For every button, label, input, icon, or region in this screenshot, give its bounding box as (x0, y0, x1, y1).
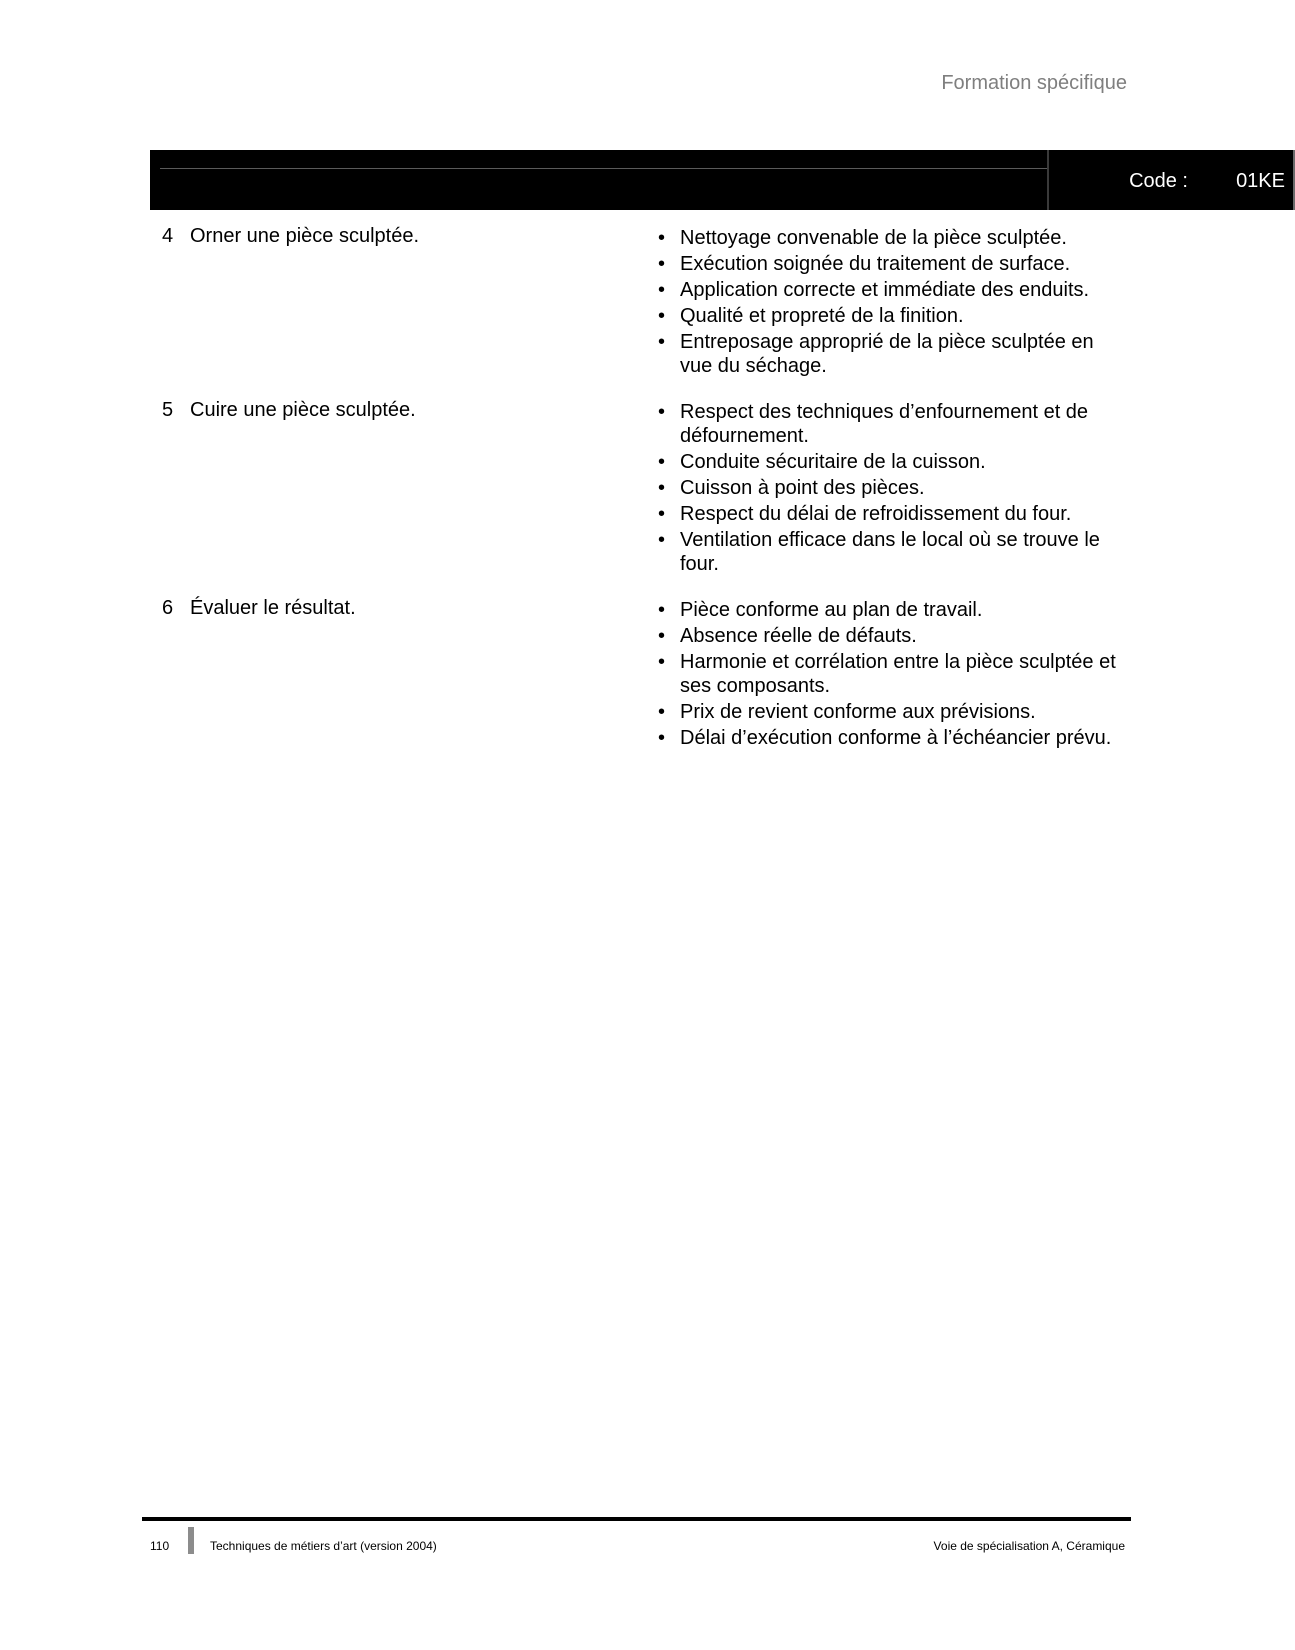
criteria-list (650, 224, 1120, 378)
footer-separator (188, 1527, 194, 1554)
list-item: • Ventilation efficace dans le local où se trouve le four. (650, 528, 1120, 576)
specialisation-label: Voie de spécialisation A, Céramique (933, 1539, 1125, 1553)
element-number: 6 (162, 597, 174, 619)
competency-table (150, 224, 1295, 770)
code-label: Code : (1129, 170, 1188, 192)
list-item: • Qualité et propreté de la finition. (650, 304, 1120, 328)
page-footer (142, 1527, 1131, 1557)
element-title: Évaluer le résultat. (190, 597, 356, 619)
code-value: 01KE (1236, 170, 1285, 192)
footer-rule (142, 1517, 1131, 1521)
list-item: • Cuisson à point des pièces. (650, 476, 1120, 500)
list-item: • Nettoyage convenable de la pièce sculptée. (650, 226, 1120, 250)
document-title: Techniques de métiers d’art (version 2004) (210, 1539, 437, 1553)
list-item: • Conduite sécuritaire de la cuisson. (650, 450, 1120, 474)
page-number: 110 (150, 1539, 170, 1553)
element-cell (150, 398, 650, 576)
element-number: 4 (162, 225, 174, 247)
table-row (150, 224, 1295, 378)
list-item: • Exécution soignée du traitement de surface. (650, 252, 1120, 276)
list-item: • Respect du délai de refroidissement du four. (650, 502, 1120, 526)
table-row (150, 398, 1295, 576)
list-item: • Respect des techniques d’enfournement et de défournement. (650, 400, 1120, 448)
element-cell (150, 596, 650, 750)
code-bar-divider (1047, 150, 1049, 210)
code-bar (150, 150, 1295, 210)
list-item: • Absence réelle de défauts. (650, 624, 1120, 648)
criteria-list (650, 596, 1120, 750)
list-item: • Entreposage approprié de la pièce sculptée en vue du séchage. (650, 330, 1120, 378)
table-row (150, 596, 1295, 750)
section-title: Formation spécifique (941, 72, 1127, 94)
criteria-list (650, 398, 1120, 576)
element-number: 5 (162, 399, 174, 421)
list-item: • Délai d’exécution conforme à l’échéancier prévu. (650, 726, 1120, 750)
list-item: • Harmonie et corrélation entre la pièce sculptée et ses composants. (650, 650, 1120, 698)
code-bar-rule (160, 168, 1049, 169)
element-title: Orner une pièce sculptée. (190, 225, 420, 247)
list-item: • Application correcte et immédiate des enduits. (650, 278, 1120, 302)
list-item: • Prix de revient conforme aux prévisions. (650, 700, 1120, 724)
element-cell (150, 224, 650, 378)
element-title: Cuire une pièce sculptée. (190, 399, 416, 421)
list-item: • Pièce conforme au plan de travail. (650, 598, 1120, 622)
